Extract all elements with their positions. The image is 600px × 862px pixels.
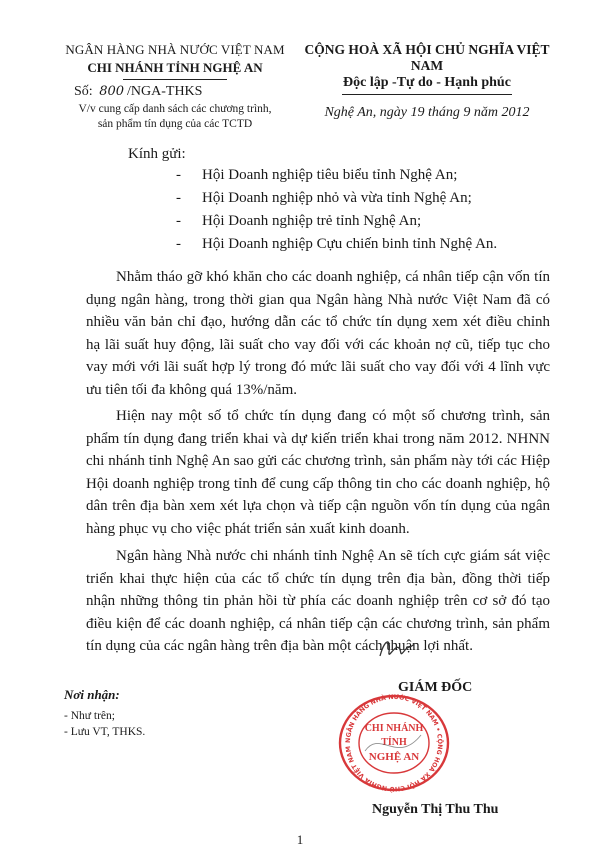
document-subject (60, 102, 290, 132)
issuing-branch: CHI NHÁNH TỈNH NGHỆ AN (87, 60, 263, 75)
seal-center-line-1: CHI NHÁNH (364, 723, 424, 734)
recipients-footer-item: - Lưu VT, THKS. (64, 726, 146, 738)
initials-scribble (377, 632, 417, 664)
seal-center-line-3: NGHỆ AN (368, 751, 420, 763)
document-number-suffix: /NGA-THKS (127, 84, 203, 99)
document-number-label: Số: (74, 84, 93, 99)
national-title: CỘNG HOÀ XÃ HỘI CHỦ NGHĨA VIỆT NAM (304, 42, 550, 73)
body-paragraph-3: Ngân hàng Nhà nước chi nhánh tỉnh Nghệ An sẽ tích cực giám sát việc triển khai thực hiện của các tổ chức tín dụng trên địa bàn, đồng thời tiếp nhận những thông tin phản hồi từ phía các doanh nghiệp trên cơ sở đó tạo điều kiện để các doanh nghiệp, cá nhân tiếp cận các chương trình, sản phẩm tín dụng của các ngân hàng trên địa bàn một cách thuận lợi nhất. (86, 548, 550, 654)
document-number (74, 84, 202, 100)
document-number-value: 800 (99, 84, 125, 99)
motto-underline (342, 94, 512, 95)
seal-center-line-2: TỈNH (381, 737, 407, 748)
official-seal (335, 693, 453, 793)
recipient-item: - Hội Doanh nghiệp nhỏ và vừa tỉnh Nghệ An; (176, 190, 472, 206)
recipient-item: - Hội Doanh nghiệp Cựu chiến binh tỉnh Nghệ An. (176, 236, 498, 252)
issuing-agency: NGÂN HÀNG NHÀ NƯỚC VIỆT NAM (65, 42, 285, 57)
recipients-footer-item: - Như trên; (64, 710, 115, 722)
issue-date: Nghệ An, ngày 19 tháng 9 năm 2012 (324, 105, 530, 120)
recipients-label: Kính gửi: (128, 146, 186, 162)
issuer-underline (123, 79, 227, 80)
body-paragraph-2: Hiện nay một số tổ chức tín dụng đang có một số chương trình, sản phẩm tín dụng đang triển khai và dự kiến triển khai trong năm 2012. NHNN chi nhánh tỉnh Nghệ An sao gửi các chương trình, sản phẩm này tới các Hiệp Hội doanh nghiệp trong tỉnh để cung cấp thông tin cho các doanh nghiệp, hộ dân trên địa bàn xem xét lựa chọn và tiếp cận nguồn vốn tín dụng của ngân hàng phục vụ cho việc phát triển sản xuất kinh doanh. (86, 408, 550, 537)
seal-ring-text: NGÂN HÀNG NHÀ NƯỚC VIỆT NAM • CỘNG HOÀ XÃ HỘI CHỦ NGHĨA VIỆT NAM (344, 693, 444, 793)
recipient-item: - Hội Doanh nghiệp trẻ tỉnh Nghệ An; (176, 213, 422, 229)
subject-line-2: sản phẩm tín dụng của các TCTD (97, 118, 253, 130)
national-header (292, 42, 562, 121)
recipients-footer-label: Nơi nhận: (64, 687, 120, 702)
national-motto: Độc lập -Tự do - Hạnh phúc (343, 75, 511, 90)
body-paragraph-1: Nhằm tháo gỡ khó khăn cho các doanh nghiệp, cá nhân tiếp cận vốn tín dụng ngân hàng, trong thời gian qua Ngân hàng Nhà nước Việt Nam đã có nhiều văn bản chỉ đạo, hướng dẫn các tổ chức tín dụng xem xét điều chỉnh hạ lãi suất huy động, lãi suất cho vay đối với các khoản nợ cũ, tiếp tục cho vay mới với lãi suất hợp lý trong đó mức lãi suất cho vay đối với 4 lĩnh vực ưu tiên tối đa không quá 13%/năm. (86, 269, 550, 398)
page-number: 1 (296, 832, 304, 847)
recipient-item: - Hội Doanh nghiệp tiêu biểu tỉnh Nghệ An; (176, 167, 458, 183)
signer-title: GIÁM ĐỐC (398, 680, 473, 695)
issuer-block (60, 42, 290, 80)
subject-line-1: V/v cung cấp danh sách các chương trình, (78, 103, 272, 115)
signer-name: Nguyễn Thị Thu Thu (372, 802, 499, 817)
